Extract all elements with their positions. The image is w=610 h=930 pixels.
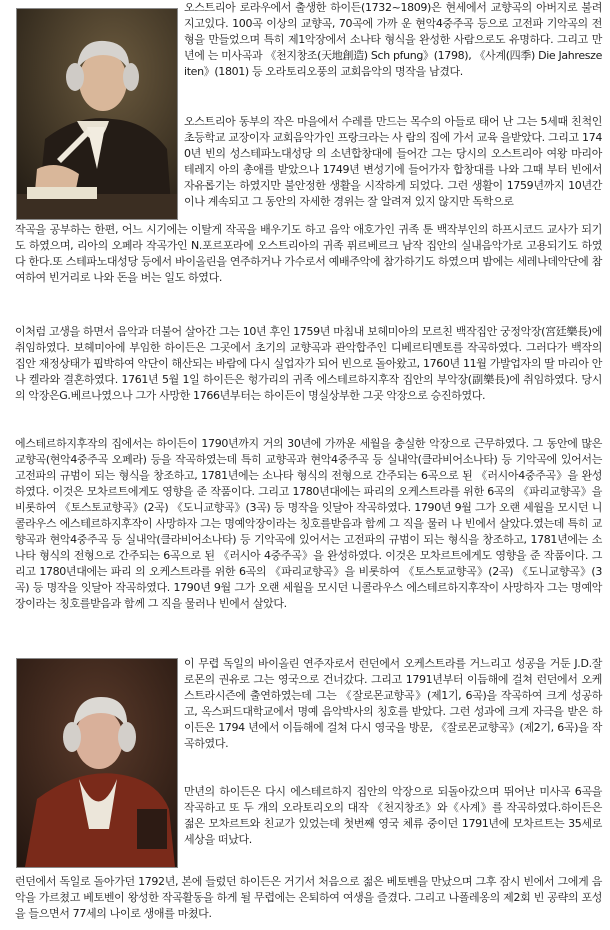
childhood-paragraph-part1: 오스트리아 동부의 작은 마을에서 수레를 만드는 목수의 아들로 태어 난 그는 5세때 친척인 초등학교 교장이자 교회음악가인 프랑크라는 사 람의 집에 가서 교육 을받았다. 그리고 1740년 빈의 성스테파노대성당 의 소년합창대에 들어간 그는 당시의 오스트리아 여왕 마리아 테레지 아의 총애를 받았으나 1749년 변성기에 들어가자 합창대를 나와 그때 부터 빈에서 자유롭기는 하였지만 불안정한 생활을 시작하게 되었다. 그런 생활이 1759년까지 10년간이나 계속되고 그 동안의 자세한 경위는 잘 알려져 있지 않지만 독학으로 <box>184 115 602 208</box>
childhood-paragraph-part2: 작곡을 공부하는 한편, 어느 시기에는 이탈게 작곡을 배우기도 하고 음악 애호가인 귀족 툰 백작부인의 하프시코드 교사가 되기도 하였으며, 리아의 오페라 작곡가인 N.포르포라에 오스트리아의 귀족 퓌르베르크 남작 집안의 실내음악가로 고용되기도 하였다 한다.또 스테파노대성당 등에서 바이올린을 연주하거나 가수로서 예배주악에 참가하기도 하였으며 밤에는 세레나데악단에 참여하여 빈거리로 나와 돈을 버는 일도 하였다. <box>15 223 602 284</box>
intro-paragraph: 오스트리아 로라우에서 출생한 하이든(1732~1809)은 현세에서 교향곡의 아버지로 불려지고있다. 100곡 이상의 교향곡, 70곡에 가까 운 현악4중주곡 등으로 고전파 기악곡의 전형을 만들었으며 특히 제1악장에서 소나타 형식을 완성한 사람으로도 유명하다. 그리고 만년에 는 미사곡과 《천지창조(天地創造) Sch pfung》(1798), 《사계(四季) Die Jahreszeiten》(1801) 등 오라토리오풍의 교회음악의 명작을 남겼다. <box>184 1 602 78</box>
london-paragraph: 이 무렵 독일의 바이올린 연주자로서 런던에서 오케스트라를 거느리고 성공을 거둔 J.D.잘로몬의 권유로 그는 영국으로 건너갔다. 그리고 1791년부터 이듬해에 걸쳐 런던에서 오케스트라시즌에 출연하였는데 그는 《잘로몬교향곡》(제1기, 6곡)을 작곡하여 크게 성공하고, 옥스퍼드대학교에서 명예 음악박사의 칭호를 받았다. 그런 성과에 크게 자극을 받은 하이든은 1794 년에서 이듬해에 걸쳐 다시 영국을 방문, 《잘로몬교향곡》(제2기, 6곡)을 작곡하였다. <box>184 657 602 750</box>
late-years-paragraph: 만년의 하이든은 다시 에스테르하지 집안의 악장으로 되돌아갔으며 뛰어난 미사곡 6곡을 작곡하고 또 두 개의 오라토리오의 대작 《천지창조》와《사계》를 작곡하였다.하이든은 젊은 모차르트와 친교가 있었는데 첫번째 영국 체류 중이던 1791년에 모차르트는 35세로 세상을 떠났다. <box>184 785 602 846</box>
career-paragraph: 이처럼 고생을 하면서 음악과 더불어 살아간 그는 10년 후인 1759년 마침내 보헤미아의 모르친 백작집안 궁정악장(宮廷樂長)에 취임하였다. 보헤미아에 부임한 하이든은 그곳에서 초기의 교향곡과 관악합주인 디베르티멘토를 작곡하였다. 그러다가 백작의 집안 재정상태가 핍박하여 악단이 해산되는 바람에 다시 실업자가 되어 빈으로 돌아왔고, 1760년 11월 가발업자의 딸 마리아 안나 켈라와 결혼하였다. 1761년 5월 1일 하이든은 헝가리의 귀족 에스테르하지후작 집안의 부악장(副樂長)에 취임하였다. 당시의 악장은G.베르나였으나 그가 사망한 1766년부터는 하이든이 명실상부한 그곳 악장으로 승진하였다. <box>15 325 602 402</box>
ending-paragraph: 런던에서 독일로 돌아가던 1792년, 본에 들렀던 하이든은 거기서 처음으로 젊은 베토벤을 만났으며 그후 잠시 빈에서 그에게 음악을 가르쳤고 베토벤이 왕성한 작곡활동을 하게 될 무렵에는 은퇴하여 여생을 즐겼다. 그리고 나폴레옹의 제2회 빈 공략의 포성을 들으면서 77세의 나이로 생애를 마쳤다. <box>15 875 602 920</box>
esterhazy-paragraph: 에스테르하지후작의 집에서는 하이든이 1790년까지 거의 30년에 가까운 세월을 충실한 악장으로 근무하였다. 그 동안에 많은 교향곡(현악4중주곡 오페라) 등을 작곡하였는데 특히 교향곡과 현악4중주곡 등 실내악(클라비어소나타) 등 기악곡에 있어서는 고전파의 규범이 되는 형식을 창조하고, 1781년에는 소나타 형식의 전형으로 간주되는 6곡으로 된 《러시아4중주곡》을 완성하였다. 이것은 모차르트에게도 영향을 준 작품이다. 그리고 1780년대에는 파리의 오케스트라를 위한 6곡의 《파리교향곡》을 비롯하여 《토스토교향곡》(2곡) 《도니교향곡》(3곡) 등 명작을 잇달아 작곡하였다. 1790년 9월 그가 오랜 세월을 모시던 니콜라우스 에스테르하지후작이 사망하자 그는 명예악장이라는 칭호를받음과 함께 그 직을 물러 나 빈에서 살았다.였는데 특히 교향곡과 현악4중주곡 등 실내악(클라비어소나타) 등 기악곡에 있어서는 고전파의 규범이 되는 형식을 창조하고, 1781년에는 소나타 형식의 전형으로 간주되는 6곡으로 된 《러시아 4중주곡》을 완성하였다. 이것은 모차르트에게도 영향을 준 작품이다. 그리고 1780년대에는 파리 의 오케스트라를 위한 6곡의 《파리교향곡》을 비롯하여 《토스토교향곡》(2곡) 《도니교향곡》(3곡) 등 명작을 잇달아 작곡하였다. 1790년 9월 그가 오랜 세월을 모시던 니콜라우스 에스테르하지후작이 사망하자 그는 명예악장이라는 칭호를받음과 함께 그 직을 물러나 빈에서 살았다. <box>15 437 602 610</box>
haydn-portrait-writing <box>16 8 178 220</box>
haydn-portrait-red-coat <box>16 658 178 868</box>
